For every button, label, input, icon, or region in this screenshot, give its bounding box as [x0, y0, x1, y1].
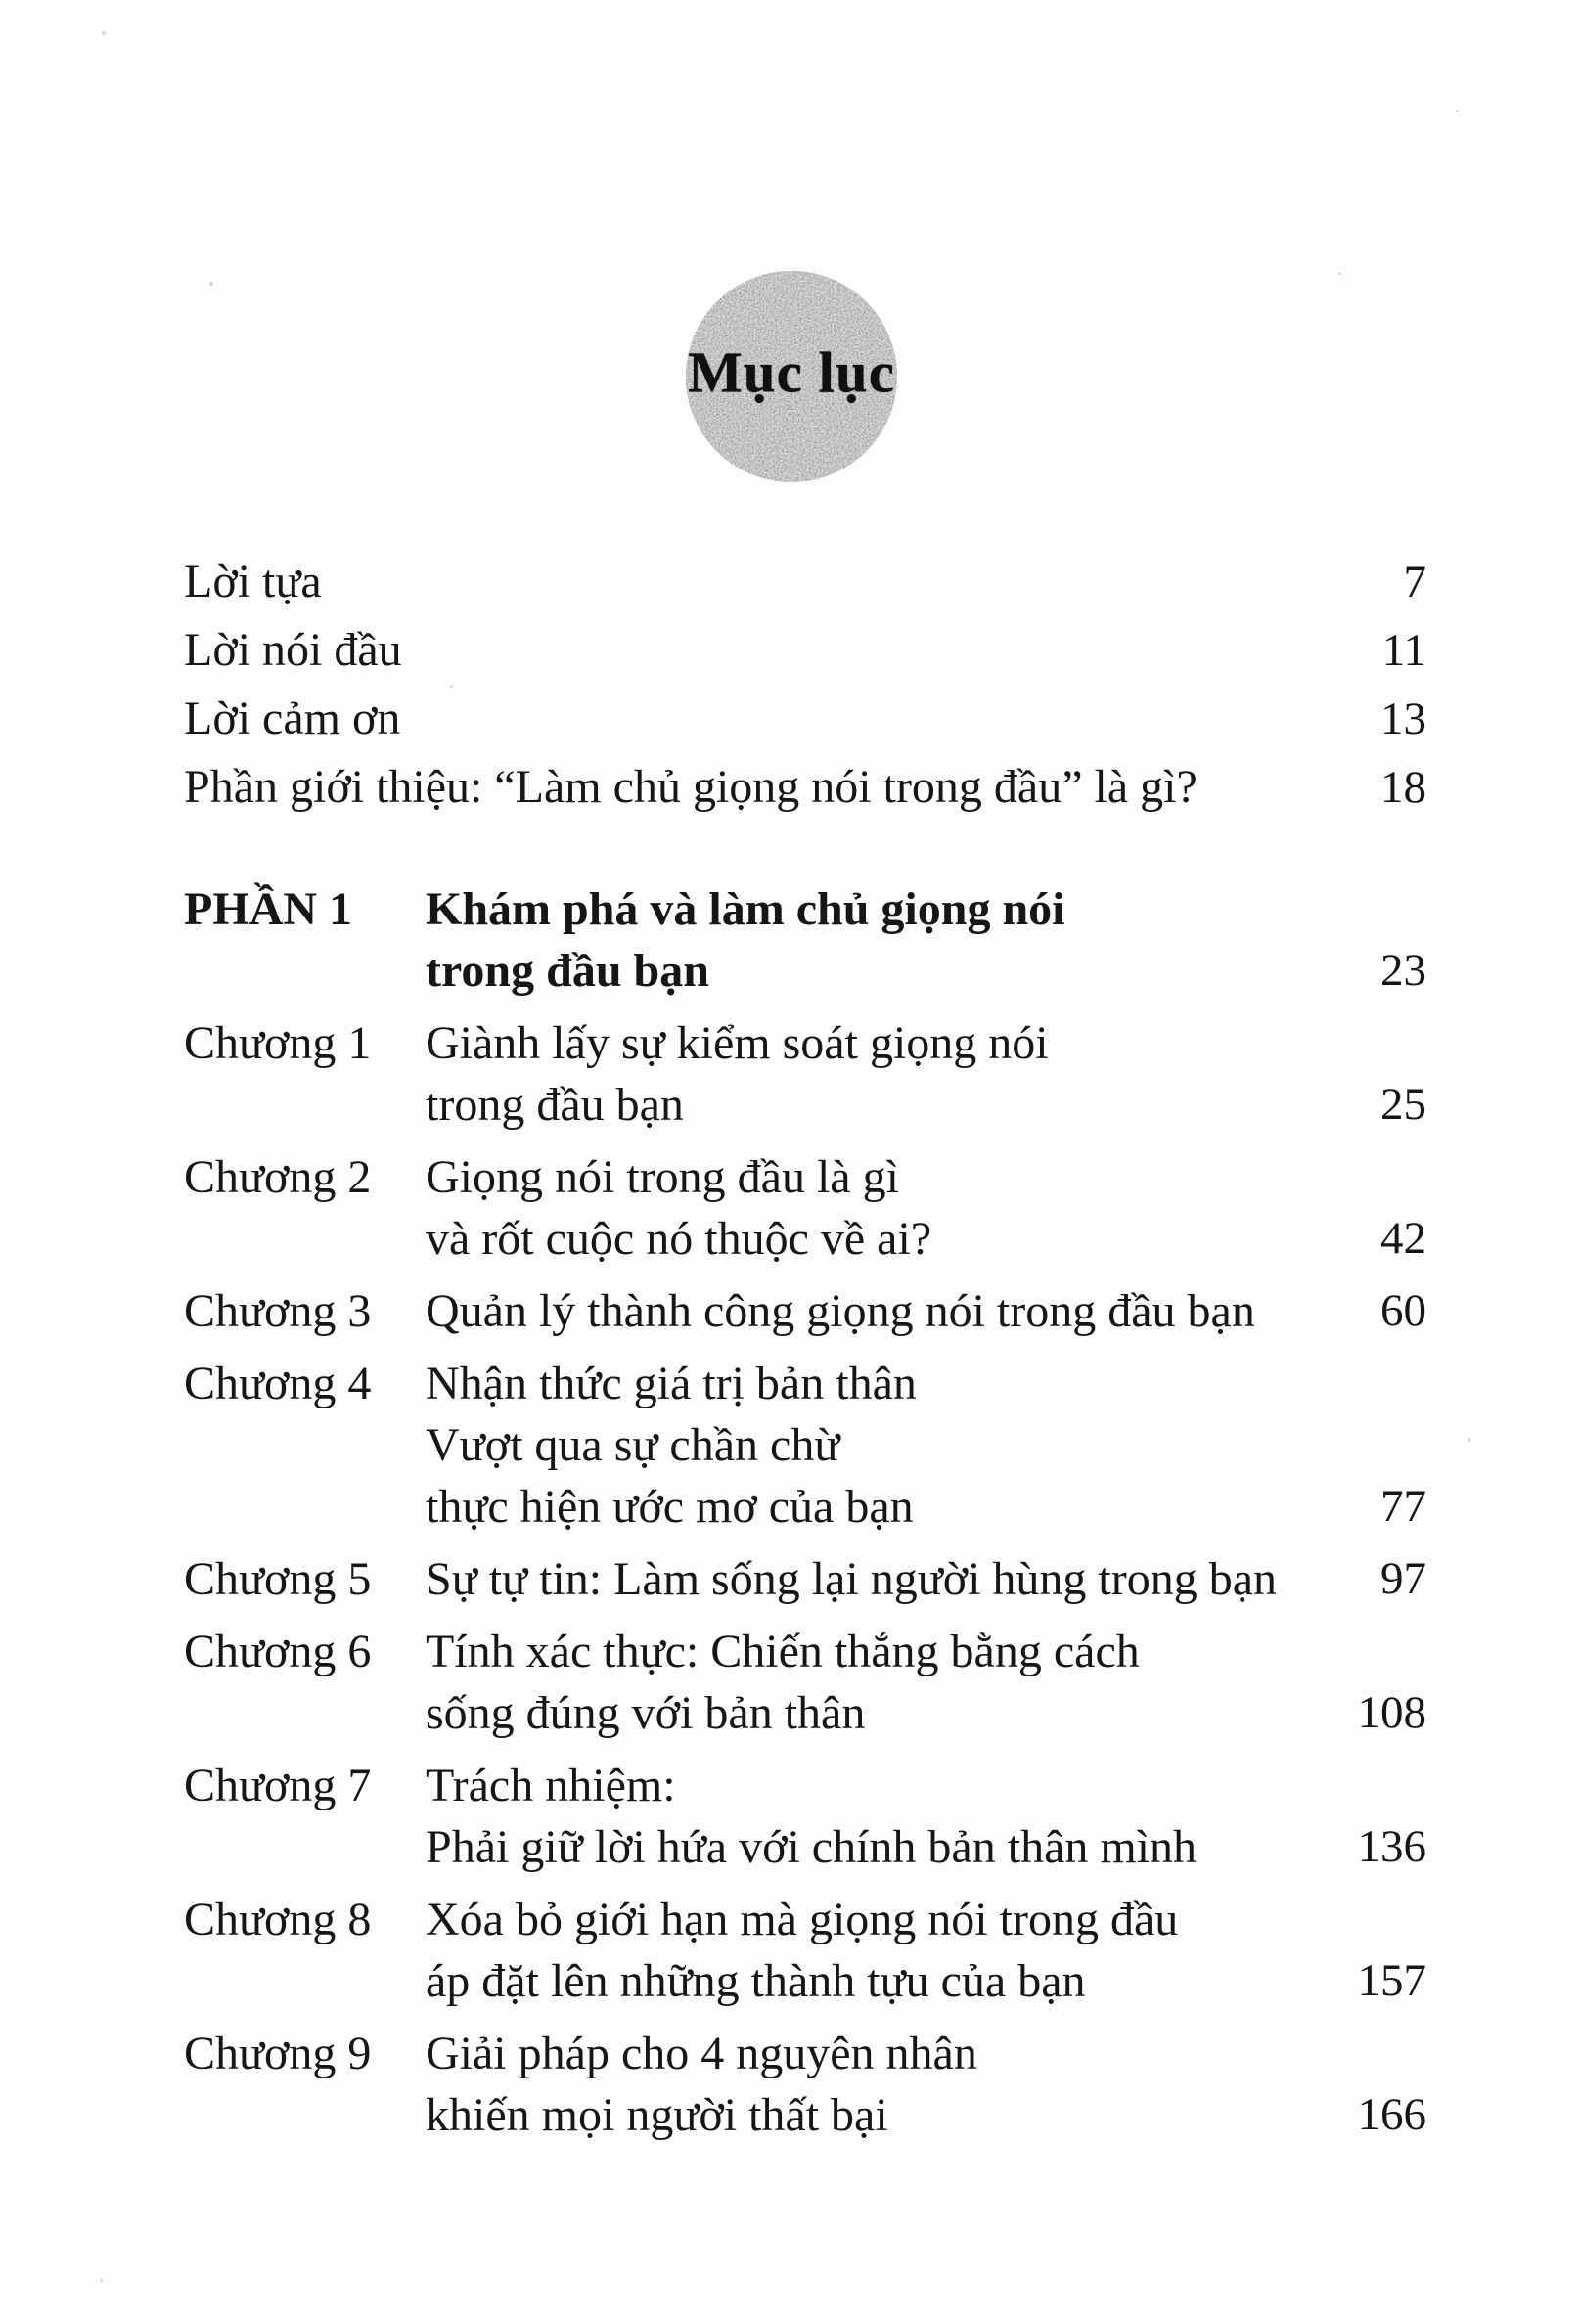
entry-title — [426, 1353, 1361, 1538]
toc-entry-row — [184, 2023, 1426, 2146]
entry-title — [426, 2023, 1338, 2146]
entry-page-number: 77 — [1380, 1481, 1426, 1532]
entry-title-line: Phải giữ lời hứa với chính bản thân mình — [426, 1821, 1197, 1873]
front-matter-page-number: 7 — [1403, 557, 1426, 607]
entry-page-number: 166 — [1357, 2089, 1426, 2140]
entry-title-line: và rốt cuộc nó thuộc về ai? — [426, 1213, 932, 1265]
entry-title-line: Giải pháp cho 4 nguyên nhân — [426, 2028, 977, 2079]
toc-entry-row — [184, 1621, 1426, 1744]
entry-label: Chương 5 — [184, 1553, 372, 1605]
entry-title — [426, 1621, 1338, 1744]
entry-title — [426, 1889, 1338, 2012]
front-matter-row — [184, 548, 1426, 616]
entry-label: PHẦN 1 — [184, 883, 352, 935]
entry-page-number: 25 — [1380, 1079, 1426, 1130]
toc-entry-row — [184, 1353, 1426, 1538]
entry-title — [426, 878, 1361, 1002]
entry-label: Chương 9 — [184, 2028, 372, 2079]
entry-page-number: 108 — [1357, 1687, 1426, 1738]
entry-title — [426, 1548, 1361, 1610]
entry-title-line: Giọng nói trong đầu là gì — [426, 1151, 899, 1203]
front-matter-page-number: 11 — [1381, 625, 1426, 676]
entry-title-line: Tính xác thực: Chiến thắng bằng cách — [426, 1626, 1140, 1677]
entry-title-line: trong đầu bạn — [426, 945, 709, 997]
scan-speck — [1338, 272, 1341, 275]
front-matter-page-number: 13 — [1380, 693, 1426, 744]
scan-speck — [1468, 1438, 1471, 1442]
entry-title-line: Giành lấy sự kiểm soát giọng nói — [426, 1017, 1049, 1069]
entry-title-line: trong đầu bạn — [426, 1079, 684, 1131]
entry-title-line: khiến mọi người thất bại — [426, 2089, 888, 2141]
entry-label: Chương 6 — [184, 1626, 372, 1677]
front-matter-row — [184, 753, 1426, 822]
entry-title-line: Quản lý thành công giọng nói trong đầu bạn — [426, 1285, 1255, 1337]
scan-speck — [100, 2279, 103, 2282]
front-matter-label: Lời cảm ơn — [184, 693, 401, 744]
toc-entry-row — [184, 1146, 1426, 1270]
entry-label: Chương 7 — [184, 1760, 372, 1811]
entry-label: Chương 2 — [184, 1151, 372, 1203]
entry-page-number: 23 — [1380, 945, 1426, 996]
entry-title-line: sống đúng với bản thân — [426, 1687, 866, 1739]
entry-title — [426, 1146, 1361, 1270]
page-title: Mục lục — [688, 339, 895, 405]
entry-title-line: áp đặt lên những thành tựu của bạn — [426, 1955, 1086, 2007]
toc-entries — [184, 878, 1426, 2146]
toc-entry-row — [184, 1755, 1426, 1878]
entry-title-line: Trách nhiệm: — [426, 1760, 676, 1811]
entry-page-number: 60 — [1380, 1285, 1426, 1336]
front-matter-label: Phần giới thiệu: “Làm chủ giọng nói trong đầu” là gì? — [184, 761, 1197, 813]
front-matter-label: Lời nói đầu — [184, 624, 402, 676]
title-stamp — [685, 270, 898, 483]
entry-title-line: Khám phá và làm chủ giọng nói — [426, 883, 1065, 935]
entry-label: Chương 4 — [184, 1358, 372, 1409]
entry-title-line: Nhận thức giá trị bản thân — [426, 1358, 917, 1409]
entry-title-line: Sự tự tin: Làm sống lại người hùng trong bạn — [426, 1553, 1278, 1605]
entry-page-number: 42 — [1380, 1213, 1426, 1264]
entry-label: Chương 3 — [184, 1285, 372, 1337]
scan-speck — [209, 282, 213, 286]
front-matter-row — [184, 685, 1426, 753]
scan-speck — [102, 31, 106, 35]
toc-entry-row — [184, 1280, 1426, 1342]
entry-title-line: Vượt qua sự chần chừ — [426, 1419, 840, 1471]
entry-label: Chương 8 — [184, 1894, 372, 1945]
entry-title-line: Xóa bỏ giới hạn mà giọng nói trong đầu — [426, 1894, 1179, 1945]
entry-title — [426, 1755, 1338, 1878]
entry-title — [426, 1280, 1361, 1342]
entry-page-number: 97 — [1380, 1553, 1426, 1604]
front-matter-list — [184, 548, 1426, 822]
toc-entry-row — [184, 1548, 1426, 1610]
toc-entry-row — [184, 1889, 1426, 2012]
toc-entry-row — [184, 878, 1426, 1002]
front-matter-row — [184, 616, 1426, 685]
toc-entry-row — [184, 1012, 1426, 1136]
front-matter-label: Lời tựa — [184, 556, 322, 607]
scan-speck — [1456, 110, 1459, 112]
front-matter-page-number: 18 — [1380, 762, 1426, 813]
toc-content — [184, 548, 1426, 2157]
entry-page-number: 136 — [1357, 1821, 1426, 1872]
entry-title-line: thực hiện ước mơ của bạn — [426, 1481, 914, 1533]
entry-label: Chương 1 — [184, 1017, 372, 1069]
entry-title — [426, 1012, 1361, 1136]
entry-page-number: 157 — [1357, 1955, 1426, 2006]
